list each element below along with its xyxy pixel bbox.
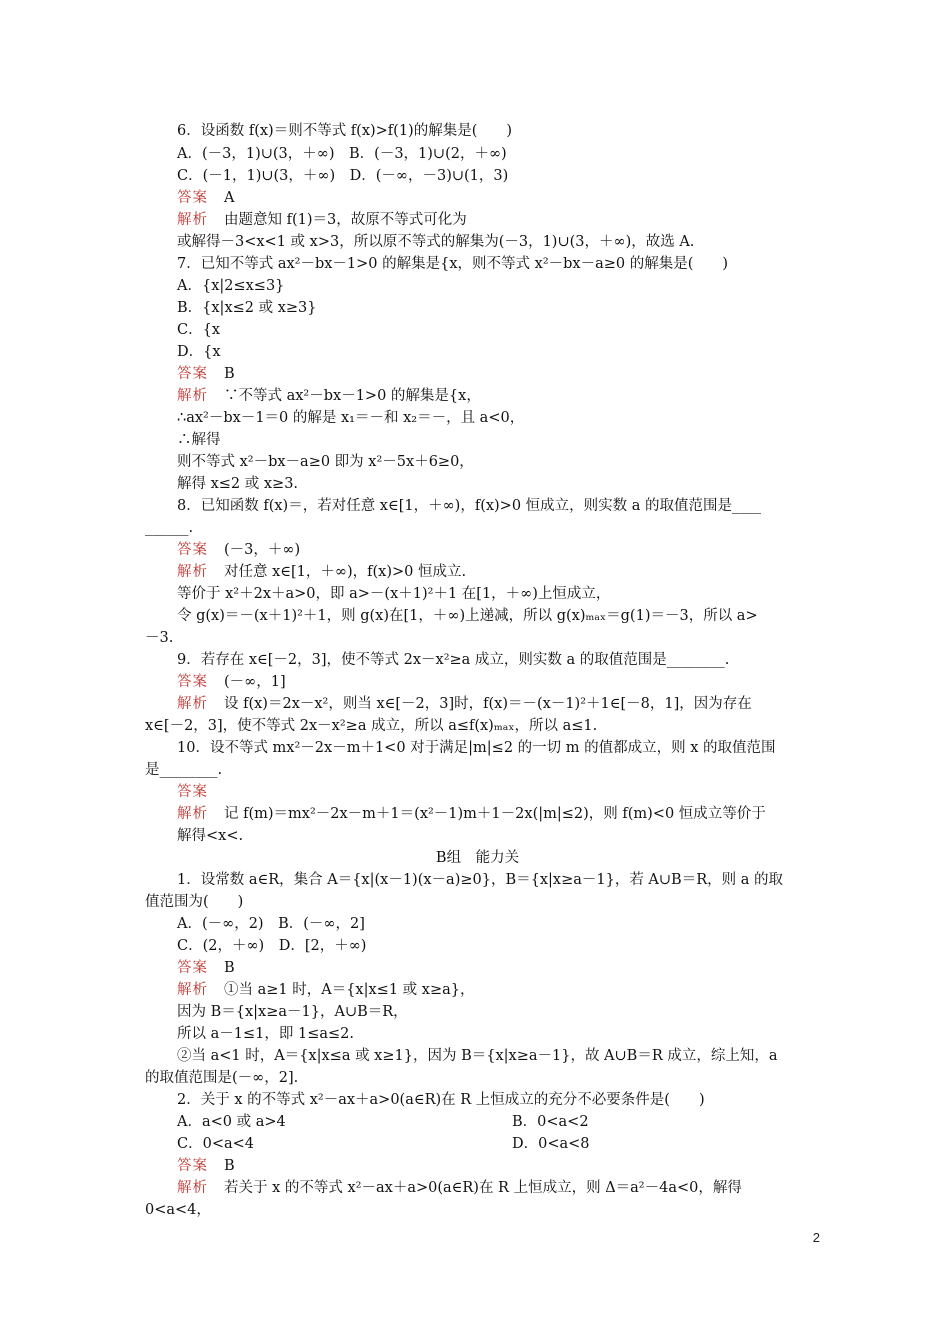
analysis-label: 解析 bbox=[177, 982, 208, 998]
q7-analysis-line: 则不等式 x²－bx－a≥0 即为 x²－5x＋6≥0， bbox=[177, 454, 474, 470]
q8-analysis-line: 等价于 x²＋2x＋a>0，即 a>－(x＋1)²＋1 在[1，＋∞)上恒成立， bbox=[177, 586, 611, 602]
q10-stem-cont: 是________. bbox=[145, 762, 223, 778]
b2-analysis bbox=[177, 1177, 810, 1199]
q9-stem: 9．若存在 x∈[－2，3]，使不等式 2x－x²≥a 成立，则实数 a 的取值范围是________. bbox=[177, 652, 730, 668]
q6-options-cd: C．(－1，1)∪(3，＋∞) D．(－∞，－3)∪(1，3) bbox=[177, 168, 509, 184]
q9-answer bbox=[177, 671, 810, 693]
b2-option-b: B．0<a<2 bbox=[512, 1114, 589, 1130]
b1-analysis-line: 因为 B＝{x|x≥a－1}，A∪B＝R， bbox=[177, 1004, 408, 1020]
q7-analysis-line: ∴解得 bbox=[177, 432, 221, 448]
q8-analysis bbox=[177, 561, 810, 583]
b1-stem-cont: 值范围为( ) bbox=[145, 894, 244, 910]
q7-stem: 7．已知不等式 ax²－bx－1>0 的解集是{x，则不等式 x²－bx－a≥0 的解集是( ) bbox=[177, 256, 729, 272]
analysis-label: 解析 bbox=[177, 696, 208, 712]
q8-stem-cont: ______. bbox=[145, 520, 194, 536]
b2-option-a: A．a<0 或 a>4 bbox=[177, 1114, 286, 1130]
analysis-text: 设 f(x)＝2x－x²，则当 x∈[－2，3]时，f(x)＝－(x－1)²＋1∈[－8，1]，因为存在 bbox=[224, 696, 752, 712]
q6-stem: 6．设函数 f(x)＝则不等式 f(x)>f(1)的解集是( ) bbox=[177, 123, 513, 139]
q8-analysis-line: 令 g(x)＝－(x＋1)²＋1，则 g(x)在[1，＋∞)上递减，所以 g(x)ₘₐₓ＝g(1)＝－3，所以 a> bbox=[177, 608, 758, 624]
b1-stem: 1．设常数 a∈R，集合 A＝{x|(x－1)(x－a)≥0}，B＝{x|x≥a－1}，若 A∪B＝R，则 a 的取 bbox=[177, 872, 783, 888]
q9-analysis bbox=[177, 693, 810, 715]
q10-analysis bbox=[177, 803, 810, 825]
answer-text: A bbox=[224, 190, 235, 206]
answer-text: (－∞，1] bbox=[224, 674, 286, 690]
b2-option-c: C．0<a<4 bbox=[177, 1136, 254, 1152]
analysis-text: 记 f(m)＝mx²－2x－m＋1＝(x²－1)m＋1－2x(|m|≤2)，则 f(m)<0 恒成立等价于 bbox=[224, 806, 766, 822]
q10-stem: 10．设不等式 mx²－2x－m＋1<0 对于满足|m|≤2 的一切 m 的值都成立，则 x 的取值范围 bbox=[177, 740, 776, 756]
b1-answer bbox=[177, 957, 810, 979]
answer-label: 答案 bbox=[177, 190, 208, 206]
b2-option-d: D．0<a<8 bbox=[512, 1136, 590, 1152]
analysis-label: 解析 bbox=[177, 388, 208, 404]
b2-stem: 2．关于 x 的不等式 x²－ax＋a>0(a∈R)在 R 上恒成立的充分不必要条件是( ) bbox=[177, 1092, 705, 1108]
answer-label: 答案 bbox=[177, 1158, 208, 1174]
b2-answer bbox=[177, 1155, 810, 1177]
q10-answer bbox=[177, 781, 810, 803]
q6-options-ab: A．(－3，1)∪(3，＋∞) B．(－3，1)∪(2，＋∞) bbox=[177, 146, 507, 162]
q7-answer bbox=[177, 363, 810, 385]
q8-answer bbox=[177, 539, 810, 561]
answer-text: B bbox=[224, 1158, 235, 1174]
analysis-text: 若关于 x 的不等式 x²－ax＋a>0(a∈R)在 R 上恒成立，则 Δ＝a²－4a<0，解得 bbox=[224, 1180, 742, 1196]
q7-option-b: B．{x|x≤2 或 x≥3} bbox=[177, 300, 317, 316]
answer-label: 答案 bbox=[177, 784, 208, 800]
q6-analysis bbox=[177, 209, 810, 231]
answer-label: 答案 bbox=[177, 366, 208, 382]
analysis-text: 由题意知 f(1)＝3，故原不等式可化为 bbox=[224, 212, 467, 228]
q6-analysis-line: 或解得－3<x<1 或 x>3，所以原不等式的解集为(－3，1)∪(3，＋∞)，故选 A. bbox=[177, 234, 695, 250]
answer-label: 答案 bbox=[177, 960, 208, 976]
analysis-label: 解析 bbox=[177, 1180, 208, 1196]
b1-analysis-cont: 的取值范围是(－∞，2]. bbox=[145, 1070, 299, 1086]
q6-answer bbox=[177, 187, 810, 209]
q7-analysis bbox=[177, 385, 810, 407]
b1-analysis-line: ②当 a<1 时，A＝{x|x≤a 或 x≥1}，因为 B＝{x|x≥a－1}，故 A∪B＝R 成立，综上知，a bbox=[177, 1048, 778, 1064]
section-heading: B组 能力关 bbox=[435, 850, 520, 866]
q8-analysis-cont: －3. bbox=[145, 630, 174, 646]
q9-analysis-cont: x∈[－2，3]，使不等式 2x－x²≥a 成立，所以 a≤f(x)ₘₐₓ，所以 a≤1. bbox=[145, 718, 598, 734]
analysis-label: 解析 bbox=[177, 806, 208, 822]
b1-analysis-line: 所以 a－1≤1，即 1≤a≤2. bbox=[177, 1026, 354, 1042]
page-number: 2 bbox=[812, 1230, 820, 1245]
analysis-label: 解析 bbox=[177, 212, 208, 228]
answer-label: 答案 bbox=[177, 674, 208, 690]
analysis-label: 解析 bbox=[177, 564, 208, 580]
b1-options-ab: A．(－∞，2) B．(－∞，2] bbox=[177, 916, 365, 932]
b2-analysis-cont: 0<a<4， bbox=[145, 1202, 211, 1218]
b1-options-cd: C．(2，＋∞) D．[2，＋∞) bbox=[177, 938, 367, 954]
q10-analysis-line: 解得<x<. bbox=[177, 828, 244, 844]
q7-analysis-line: 解得 x≤2 或 x≥3. bbox=[177, 476, 299, 492]
q7-option-a: A．{x|2≤x≤3} bbox=[177, 278, 285, 294]
answer-text: (－3，＋∞) bbox=[224, 542, 301, 558]
q8-stem: 8．已知函数 f(x)＝，若对任意 x∈[1，＋∞)，f(x)>0 恒成立，则实数 a 的取值范围是____ bbox=[177, 498, 762, 514]
answer-text: B bbox=[224, 960, 235, 976]
q7-option-c: C．{x bbox=[177, 322, 220, 338]
q7-option-d: D．{x bbox=[177, 344, 221, 360]
answer-text: B bbox=[224, 366, 235, 382]
q7-analysis-line: ∴ax²－bx－1＝0 的解是 x₁＝－和 x₂＝－，且 a<0， bbox=[177, 410, 525, 426]
answer-label: 答案 bbox=[177, 542, 208, 558]
analysis-text: ∵不等式 ax²－bx－1>0 的解集是{x， bbox=[224, 388, 481, 404]
b1-analysis bbox=[177, 979, 810, 1001]
analysis-text: 对任意 x∈[1，＋∞)，f(x)>0 恒成立. bbox=[224, 564, 467, 580]
analysis-text: ①当 a≥1 时，A＝{x|x≤1 或 x≥a}， bbox=[224, 982, 475, 998]
